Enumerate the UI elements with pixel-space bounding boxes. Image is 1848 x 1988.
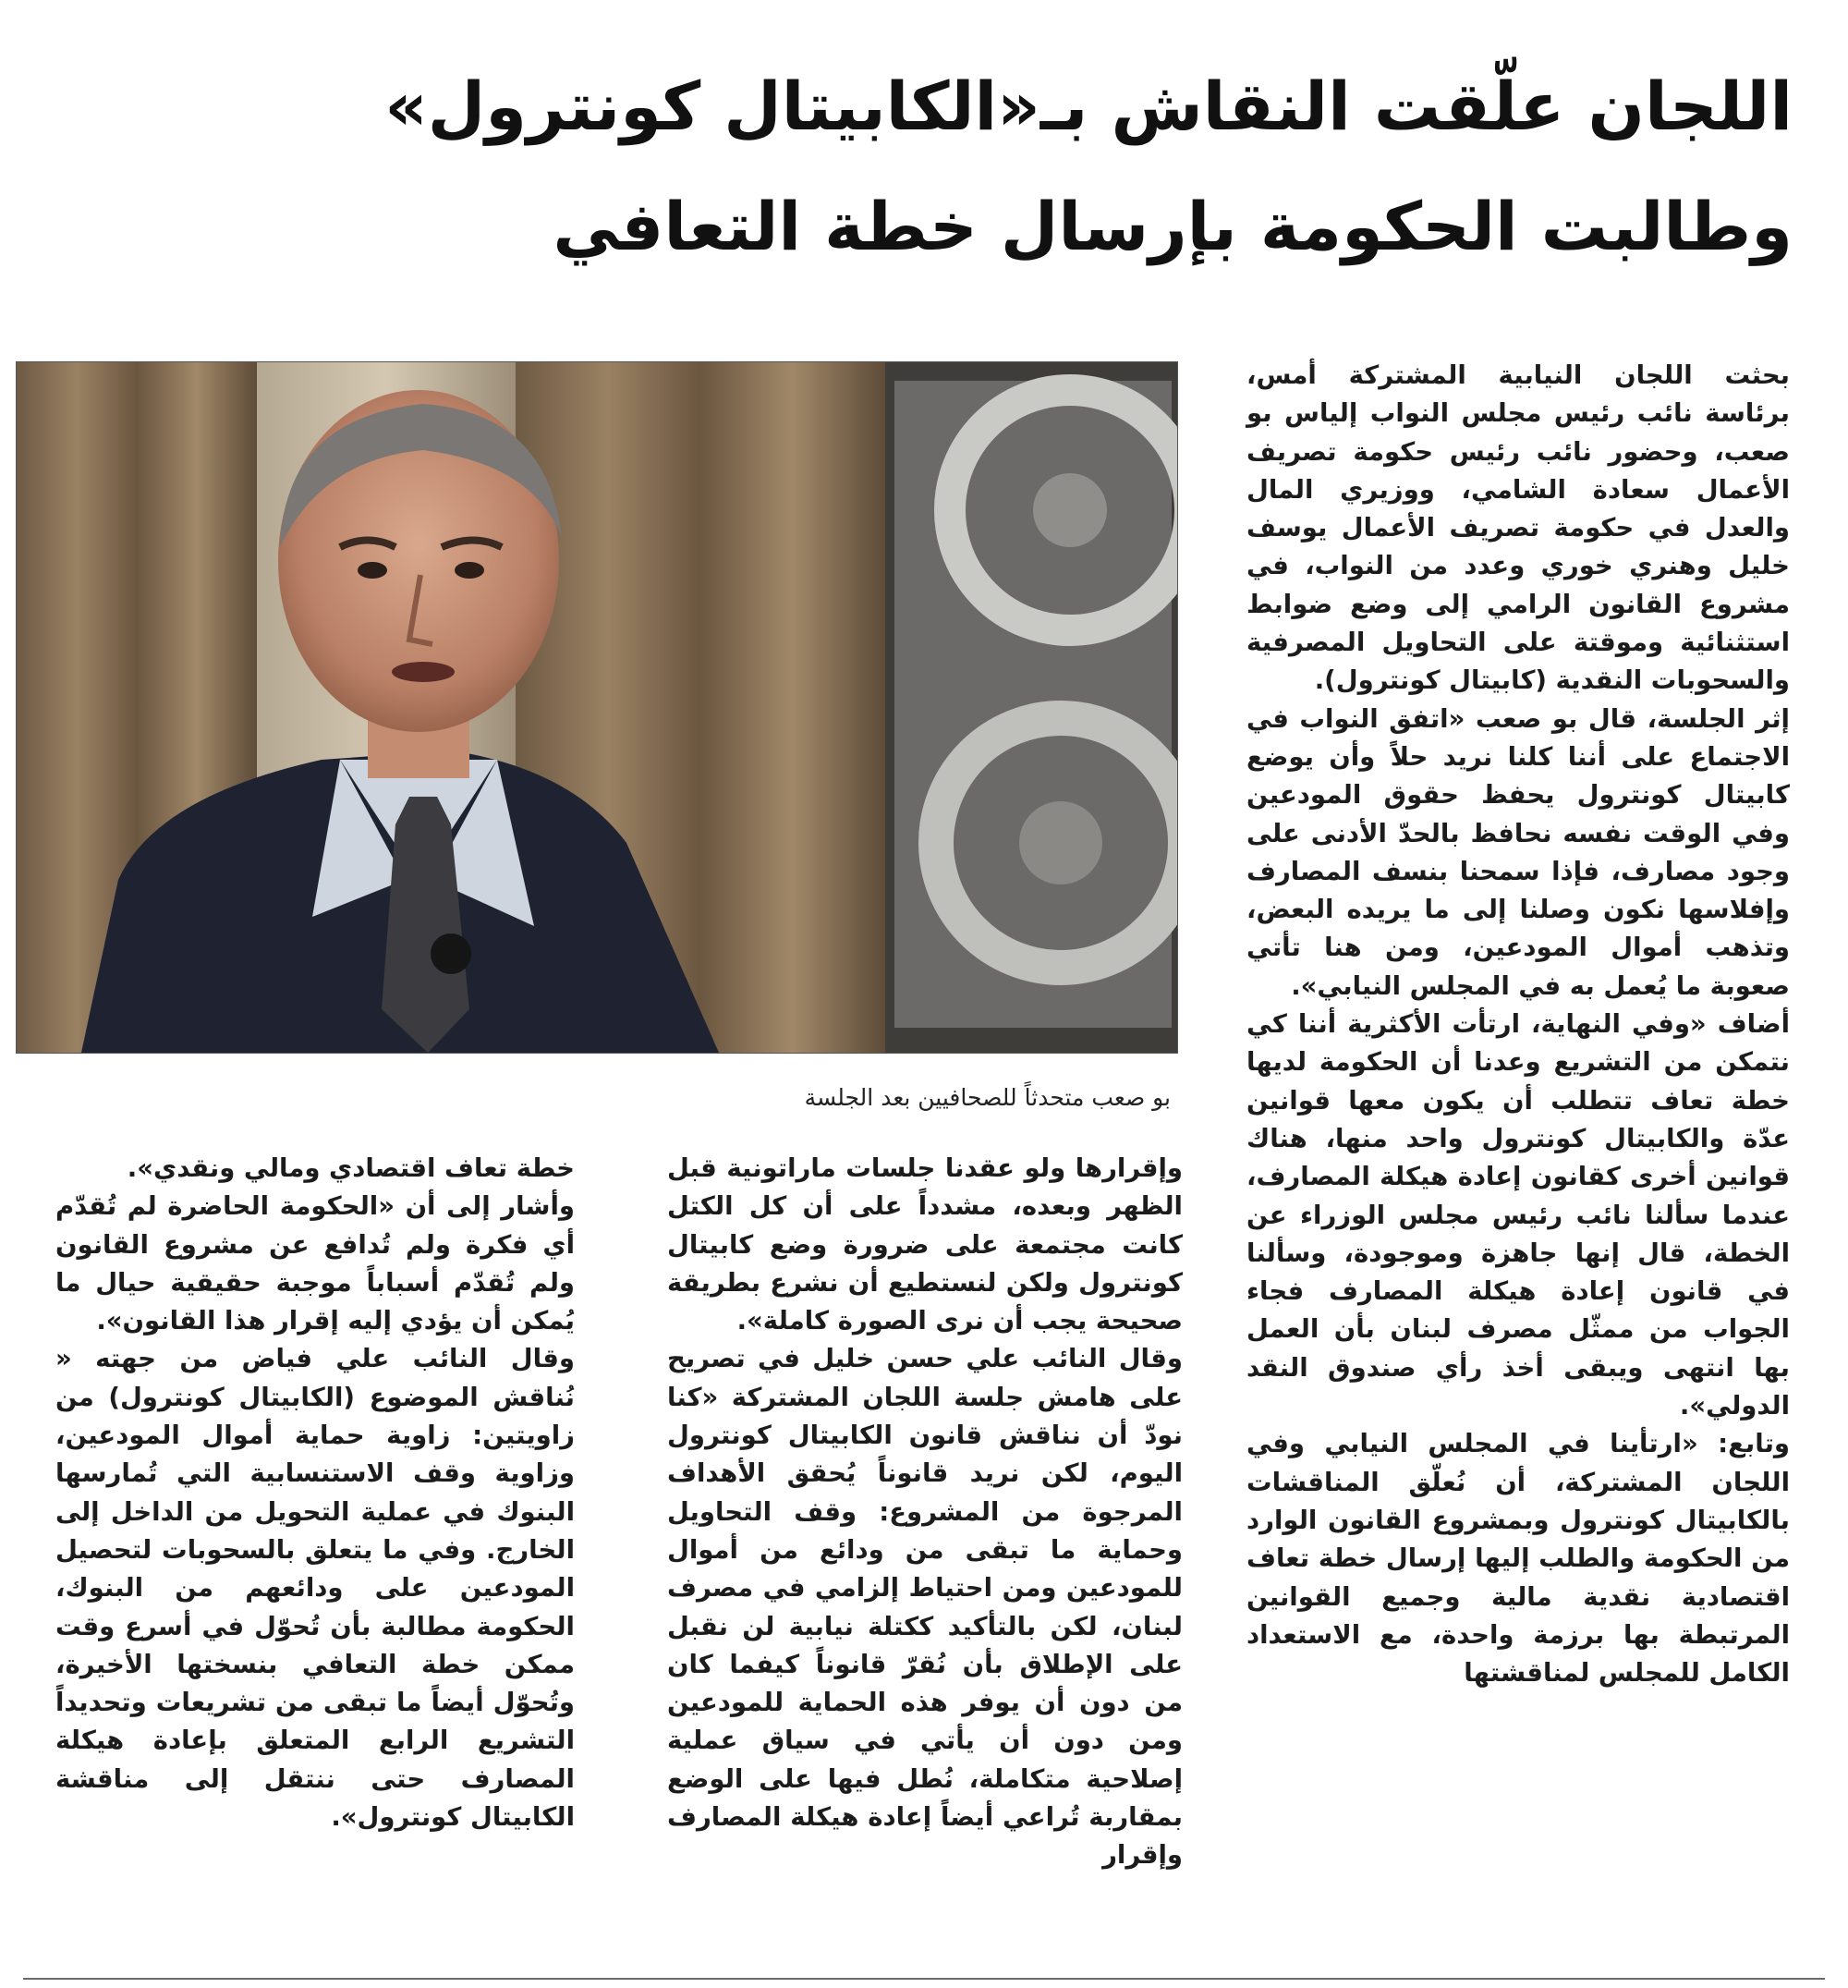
- article-photo: [16, 361, 1178, 1054]
- paragraph: وأشار إلى أن «الحكومة الحاضرة لم تُقدّم أي فكرة ولم تُدافع عن مشروع القانون ولم تُقدّم أسباباً موجبة حقيقية حيال ما يُمكن أن يؤدي إليه إقرار هذا القانون».: [55, 1191, 575, 1336]
- man-speaking-illustration: [17, 362, 1177, 1053]
- paragraph: وقال النائب علي فياض من جهته « نُناقش الموضوع (الكابيتال كونترول) من زاويتين: زاوية حماية أموال المودعين، وزاوية وقف الاستنسابية التي تُمارسها البنوك في عملية التحويل من الداخل إلى الخارج. وفي ما يتعلق بالسحوبات لتحصيل المودعين على ودائعهم من البنوك، الحكومة مطالبة بأن تُحوّل في أسرع وقت ممكن خطة التعافي بنسختها الأخيرة، وتُحوّل أيضاً ما تبقى من تشريعات وتحديداً التشريع الرابع المتعلق بإعادة هيكلة المصارف حتى ننتقل إلى مناقشة الكابيتال كونترول».: [55, 1344, 575, 1833]
- headline-line-1: اللجان علّقت النقاش بـ«الكابيتال كونترول»: [384, 67, 1793, 145]
- article-column-3: [55, 1150, 575, 1836]
- paragraph: بحثت اللجان النيابية المشتركة أمس، برئاسة نائب رئيس مجلس النواب إلياس بو صعب، وحضور نائب رئيس حكومة تصريف الأعمال سعادة الشامي، ووزيري المال والعدل في حكومة تصريف الأعمال يوسف خليل وهنري خوري وعدد من النواب، في مشروع القانون الرامي إلى وضع ضوابط استثنائية وموقتة على التحاويل المصرفية والسحوبات النقدية (كابيتال كونترول).: [1246, 360, 1790, 696]
- headline-line-2: وطالبت الحكومة بإرسال خطة التعافي: [553, 188, 1793, 265]
- paragraph: وقال النائب علي حسن خليل في تصريح على هامش جلسة اللجان المشتركة «كنا نودّ أن نناقش قانون الكابيتال كونترول اليوم، لكن نريد قانوناً يُحقق الأهداف المرجوة من المشروع: وقف التحاويل وحماية ما تبقى من ودائع من أموال للمودعين ومن احتياط إلزامي في مصرف لبنان، لكن بالتأكيد ككتلة نيابية لن نقبل على الإطلاق بأن نُقرّ قانوناً كيفما كان من دون أن يوفر هذه الحماية للمودعين ومن دون أن يأتي في سياق عملية إصلاحية متكاملة، نُطل فيها على الوضع بمقاربة تُراعي أيضاً إعادة هيكلة المصارف وإقرار: [667, 1344, 1183, 1871]
- paragraph: أضاف «وفي النهاية، ارتأت الأكثرية أننا كي نتمكن من التشريع وعدنا أن الحكومة لديها خطة تعاف تتطلب أن يكون معها قوانين عدّة والكابيتال كونترول واحد منها، هناك قوانين أخرى كقانون إعادة هيكلة المصارف، عندما سألنا نائب رئيس مجلس الوزراء عن الخطة، قال إنها جاهزة وموجودة، وسألنا في قانون إعادة هيكلة المصارف فجاء الجواب من ممثّل مصرف لبنان بأن العمل بها انتهى ويبقى أخذ رأي صندوق النقد الدولي».: [1246, 1009, 1790, 1421]
- paragraph: إثر الجلسة، قال بو صعب «اتفق النواب في الاجتماع على أننا كلنا نريد حلاً وأن يوضع كابيتال كونترول يحفظ حقوق المودعين وفي الوقت نفسه نحافظ بالحدّ الأدنى على وجود مصارف، فإذا سمحنا بنسف المصارف وإفلاسها نكون وصلنا إلى ما يريده البعض، وتذهب أموال المودعين، ومن هنا تأتي صعوبة ما يُعمل به في المجلس النيابي».: [1246, 703, 1790, 1001]
- paragraph: وتابع: «ارتأينا في المجلس النيابي وفي اللجان المشتركة، أن نُعلّق المناقشات بالكابيتال كونترول وبمشروع القانون الوارد من الحكومة والطلب إليها إرسال خطة تعاف اقتصادية نقدية مالية وجميع القوانين المرتبطة بها برزمة واحدة، مع الاستعداد الكامل للمجلس لمناقشتها: [1246, 1429, 1790, 1689]
- article-headline: [55, 46, 1793, 287]
- article-column-2: [667, 1150, 1183, 1875]
- bottom-divider: [23, 1978, 1825, 1980]
- paragraph: وإقرارها ولو عقدنا جلسات ماراتونية قبل الظهر وبعده، مشدداً على أن كل الكتل كانت مجتمعة على ضرورة وضع كابيتال كونترول ولكن لنستطيع أن نشرع بطريقة صحيحة يجب أن نرى الصورة كاملة».: [667, 1153, 1183, 1336]
- article-column-1: [1246, 357, 1790, 1692]
- photo-caption: بو صعب متحدثاً للصحافيين بعد الجلسة: [804, 1084, 1171, 1111]
- paragraph: خطة تعاف اقتصادي ومالي ونقدي».: [127, 1153, 575, 1183]
